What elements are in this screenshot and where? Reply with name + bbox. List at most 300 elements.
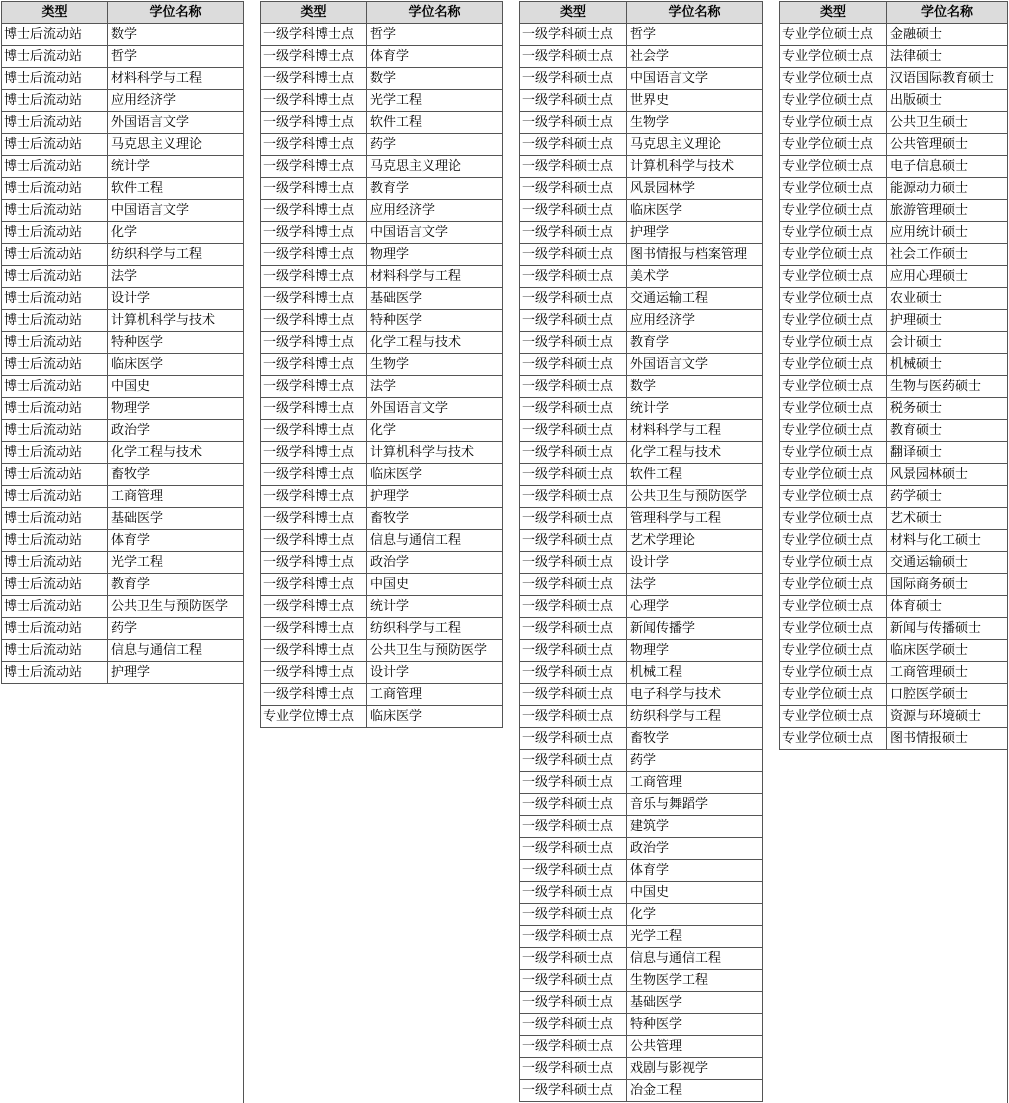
table-row	[520, 970, 763, 992]
degree-name-cell: 纺织科学与工程	[627, 706, 763, 728]
degree-name-cell: 信息与通信工程	[108, 640, 244, 662]
table-row	[780, 530, 1008, 552]
table-row	[2, 68, 244, 90]
table-row	[780, 420, 1008, 442]
type-cell: 博士后流动站	[2, 640, 108, 662]
table-row	[2, 24, 244, 46]
degree-name-cell: 药学	[627, 750, 763, 772]
type-cell: 一级学科硕士点	[520, 376, 627, 398]
type-cell: 专业学位硕士点	[780, 24, 887, 46]
type-cell: 一级学科博士点	[261, 662, 367, 684]
degree-name-cell: 能源动力硕士	[887, 178, 1008, 200]
table-row	[2, 398, 244, 420]
type-cell: 博士后流动站	[2, 90, 108, 112]
degree-name-cell: 化学工程与技术	[367, 332, 503, 354]
degree-name-cell: 交通运输硕士	[887, 552, 1008, 574]
degree-name-cell: 临床医学	[367, 706, 503, 728]
table-row	[520, 134, 763, 156]
degree-name-cell: 世界史	[627, 90, 763, 112]
degree-name-cell: 软件工程	[627, 464, 763, 486]
table-row	[261, 662, 503, 684]
type-cell: 一级学科硕士点	[520, 552, 627, 574]
table-row	[780, 662, 1008, 684]
type-cell: 一级学科博士点	[261, 112, 367, 134]
header-degree-name: 学位名称	[367, 2, 503, 24]
type-cell: 专业学位硕士点	[780, 728, 887, 750]
table-row	[520, 1036, 763, 1058]
degree-name-cell: 计算机科学与技术	[108, 310, 244, 332]
degree-name-cell: 生物学	[367, 354, 503, 376]
degree-name-cell: 信息与通信工程	[367, 530, 503, 552]
table-row	[520, 794, 763, 816]
table-row	[2, 112, 244, 134]
type-cell: 博士后流动站	[2, 288, 108, 310]
table-row	[2, 354, 244, 376]
type-cell: 一级学科博士点	[261, 684, 367, 706]
degree-name-cell: 工商管理	[367, 684, 503, 706]
degree-name-cell: 设计学	[367, 662, 503, 684]
type-cell: 专业学位硕士点	[780, 112, 887, 134]
type-cell: 一级学科博士点	[261, 640, 367, 662]
type-cell: 一级学科硕士点	[520, 926, 627, 948]
type-cell: 博士后流动站	[2, 354, 108, 376]
type-cell: 博士后流动站	[2, 398, 108, 420]
degree-name-cell: 金融硕士	[887, 24, 1008, 46]
type-cell: 博士后流动站	[2, 530, 108, 552]
type-cell: 一级学科硕士点	[520, 112, 627, 134]
degree-name-cell: 基础医学	[367, 288, 503, 310]
type-cell: 一级学科博士点	[261, 618, 367, 640]
degree-name-cell: 体育学	[627, 860, 763, 882]
type-cell: 专业学位硕士点	[780, 244, 887, 266]
type-cell: 专业学位硕士点	[780, 266, 887, 288]
table-row	[780, 332, 1008, 354]
type-cell: 专业学位硕士点	[780, 706, 887, 728]
type-cell: 一级学科硕士点	[520, 332, 627, 354]
degree-name-cell: 哲学	[108, 46, 244, 68]
degree-name-cell: 机械硕士	[887, 354, 1008, 376]
type-cell: 博士后流动站	[2, 112, 108, 134]
table-row	[780, 200, 1008, 222]
type-cell: 一级学科硕士点	[520, 992, 627, 1014]
table-row	[520, 860, 763, 882]
degree-name-cell: 中国语言文学	[627, 68, 763, 90]
type-cell: 一级学科硕士点	[520, 1080, 627, 1102]
table-row	[520, 772, 763, 794]
table-row	[520, 882, 763, 904]
table-row	[780, 266, 1008, 288]
header-degree-name: 学位名称	[108, 2, 244, 24]
table-row	[2, 442, 244, 464]
table-row	[780, 640, 1008, 662]
degree-name-cell: 音乐与舞蹈学	[627, 794, 763, 816]
degree-name-cell: 畜牧学	[108, 464, 244, 486]
type-cell: 一级学科博士点	[261, 222, 367, 244]
table-row	[780, 596, 1008, 618]
type-cell: 一级学科博士点	[261, 288, 367, 310]
degree-name-cell: 旅游管理硕士	[887, 200, 1008, 222]
degree-name-cell: 数学	[108, 24, 244, 46]
type-cell: 一级学科博士点	[261, 442, 367, 464]
professional-master-table	[779, 1, 1008, 750]
degree-name-cell: 临床医学	[108, 354, 244, 376]
table-row	[261, 222, 503, 244]
degree-name-cell: 体育学	[367, 46, 503, 68]
type-cell: 一级学科博士点	[261, 24, 367, 46]
table-row	[780, 112, 1008, 134]
table-row	[261, 486, 503, 508]
table-row	[520, 244, 763, 266]
degree-name-cell: 化学	[627, 904, 763, 926]
degree-name-cell: 计算机科学与技术	[627, 156, 763, 178]
degree-name-cell: 电子信息硕士	[887, 156, 1008, 178]
type-cell: 专业学位硕士点	[780, 640, 887, 662]
table-row	[780, 442, 1008, 464]
table-row	[261, 574, 503, 596]
degree-name-cell: 纺织科学与工程	[108, 244, 244, 266]
degree-name-cell: 计算机科学与技术	[367, 442, 503, 464]
table-row	[520, 24, 763, 46]
type-cell: 博士后流动站	[2, 662, 108, 684]
degree-name-cell: 教育硕士	[887, 420, 1008, 442]
type-cell: 博士后流动站	[2, 574, 108, 596]
postdoc-station-table	[1, 1, 244, 684]
type-cell: 一级学科硕士点	[520, 882, 627, 904]
type-cell: 一级学科硕士点	[520, 640, 627, 662]
type-cell: 一级学科博士点	[261, 508, 367, 530]
degree-name-cell: 图书情报硕士	[887, 728, 1008, 750]
table-row	[780, 552, 1008, 574]
table-row	[2, 222, 244, 244]
type-cell: 一级学科博士点	[261, 90, 367, 112]
type-cell: 专业学位硕士点	[780, 420, 887, 442]
degree-name-cell: 法学	[367, 376, 503, 398]
header-row	[780, 2, 1008, 24]
table-row	[2, 288, 244, 310]
degree-name-cell: 统计学	[627, 398, 763, 420]
type-cell: 一级学科博士点	[261, 134, 367, 156]
type-cell: 博士后流动站	[2, 68, 108, 90]
table-row	[520, 464, 763, 486]
type-cell: 一级学科博士点	[261, 200, 367, 222]
degree-name-cell: 工商管理	[627, 772, 763, 794]
degree-name-cell: 新闻传播学	[627, 618, 763, 640]
table-row	[261, 68, 503, 90]
degree-name-cell: 工商管理硕士	[887, 662, 1008, 684]
table-row	[780, 46, 1008, 68]
degree-name-cell: 特种医学	[108, 332, 244, 354]
type-cell: 专业学位硕士点	[780, 288, 887, 310]
degree-name-cell: 出版硕士	[887, 90, 1008, 112]
type-cell: 一级学科硕士点	[520, 46, 627, 68]
degree-name-cell: 电子科学与技术	[627, 684, 763, 706]
table-row	[2, 310, 244, 332]
type-cell: 博士后流动站	[2, 244, 108, 266]
table-row	[780, 156, 1008, 178]
degree-name-cell: 税务硕士	[887, 398, 1008, 420]
degree-name-cell: 汉语国际教育硕士	[887, 68, 1008, 90]
table-row	[780, 178, 1008, 200]
degree-name-cell: 外国语言文学	[627, 354, 763, 376]
degree-name-cell: 材料科学与工程	[108, 68, 244, 90]
degree-name-cell: 工商管理	[108, 486, 244, 508]
degree-name-cell: 风景园林学	[627, 178, 763, 200]
type-cell: 一级学科博士点	[261, 530, 367, 552]
type-cell: 一级学科硕士点	[520, 816, 627, 838]
degree-name-cell: 机械工程	[627, 662, 763, 684]
type-cell: 一级学科硕士点	[520, 860, 627, 882]
table-row	[2, 266, 244, 288]
type-cell: 专业学位硕士点	[780, 530, 887, 552]
type-cell: 博士后流动站	[2, 46, 108, 68]
table-row	[2, 618, 244, 640]
table-row	[520, 552, 763, 574]
degree-name-cell: 冶金工程	[627, 1080, 763, 1102]
table-row	[2, 244, 244, 266]
table-row	[780, 310, 1008, 332]
type-cell: 专业学位硕士点	[780, 508, 887, 530]
table-row	[520, 662, 763, 684]
table-row	[780, 222, 1008, 244]
type-cell: 一级学科博士点	[261, 178, 367, 200]
degree-name-cell: 法律硕士	[887, 46, 1008, 68]
degree-name-cell: 基础医学	[108, 508, 244, 530]
type-cell: 专业学位硕士点	[780, 464, 887, 486]
table-row	[520, 948, 763, 970]
table-row	[520, 904, 763, 926]
degree-name-cell: 畜牧学	[367, 508, 503, 530]
degree-name-cell: 社会工作硕士	[887, 244, 1008, 266]
header-type: 类型	[780, 2, 887, 24]
type-cell: 专业学位硕士点	[780, 90, 887, 112]
type-cell: 博士后流动站	[2, 464, 108, 486]
type-cell: 专业学位硕士点	[780, 596, 887, 618]
type-cell: 一级学科硕士点	[520, 750, 627, 772]
table-row	[520, 640, 763, 662]
table-row	[261, 354, 503, 376]
type-cell: 一级学科硕士点	[520, 970, 627, 992]
degree-name-cell: 马克思主义理论	[627, 134, 763, 156]
type-cell: 博士后流动站	[2, 618, 108, 640]
degree-name-cell: 临床医学硕士	[887, 640, 1008, 662]
degree-name-cell: 马克思主义理论	[367, 156, 503, 178]
header-row	[2, 2, 244, 24]
degree-name-cell: 物理学	[627, 640, 763, 662]
degree-name-cell: 戏剧与影视学	[627, 1058, 763, 1080]
table-row	[261, 508, 503, 530]
type-cell: 博士后流动站	[2, 178, 108, 200]
header-type: 类型	[2, 2, 108, 24]
degree-name-cell: 政治学	[108, 420, 244, 442]
degree-name-cell: 特种医学	[367, 310, 503, 332]
type-cell: 专业学位硕士点	[780, 442, 887, 464]
degree-name-cell: 中国史	[367, 574, 503, 596]
degree-name-cell: 社会学	[627, 46, 763, 68]
degree-name-cell: 风景园林硕士	[887, 464, 1008, 486]
table-row	[520, 992, 763, 1014]
table-row	[520, 706, 763, 728]
table-row	[780, 574, 1008, 596]
type-cell: 专业学位硕士点	[780, 332, 887, 354]
degree-name-cell: 艺术硕士	[887, 508, 1008, 530]
type-cell: 一级学科硕士点	[520, 222, 627, 244]
degree-name-cell: 光学工程	[367, 90, 503, 112]
table-row	[520, 1058, 763, 1080]
degree-name-cell: 中国史	[627, 882, 763, 904]
degree-name-cell: 政治学	[367, 552, 503, 574]
table-row	[261, 310, 503, 332]
degree-name-cell: 外国语言文学	[108, 112, 244, 134]
table-row	[261, 112, 503, 134]
table-row	[520, 68, 763, 90]
table-row	[261, 420, 503, 442]
type-cell: 专业学位硕士点	[780, 618, 887, 640]
table-row	[520, 288, 763, 310]
type-cell: 一级学科硕士点	[520, 706, 627, 728]
master-program-table	[519, 1, 763, 1102]
degree-name-cell: 中国语言文学	[367, 222, 503, 244]
header-type: 类型	[520, 2, 627, 24]
header-degree-name: 学位名称	[627, 2, 763, 24]
table-row	[520, 530, 763, 552]
degree-name-cell: 公共卫生与预防医学	[367, 640, 503, 662]
degree-name-cell: 护理学	[367, 486, 503, 508]
doctoral-program-table	[260, 1, 503, 728]
type-cell: 博士后流动站	[2, 442, 108, 464]
degree-name-cell: 化学工程与技术	[108, 442, 244, 464]
type-cell: 一级学科硕士点	[520, 728, 627, 750]
table-row	[261, 464, 503, 486]
table-row	[261, 178, 503, 200]
table-row	[520, 728, 763, 750]
degree-name-cell: 软件工程	[367, 112, 503, 134]
table-row	[2, 530, 244, 552]
degree-name-cell: 应用经济学	[367, 200, 503, 222]
type-cell: 专业学位硕士点	[780, 310, 887, 332]
type-cell: 一级学科硕士点	[520, 24, 627, 46]
type-cell: 一级学科硕士点	[520, 948, 627, 970]
type-cell: 一级学科硕士点	[520, 310, 627, 332]
type-cell: 一级学科硕士点	[520, 68, 627, 90]
degree-name-cell: 管理科学与工程	[627, 508, 763, 530]
degree-name-cell: 护理学	[627, 222, 763, 244]
table-row	[520, 178, 763, 200]
table-row	[780, 68, 1008, 90]
table-row	[261, 134, 503, 156]
type-cell: 专业学位硕士点	[780, 552, 887, 574]
table-row	[520, 90, 763, 112]
table-row	[780, 618, 1008, 640]
table-row	[780, 508, 1008, 530]
type-cell: 一级学科硕士点	[520, 904, 627, 926]
table-row	[520, 112, 763, 134]
header-type: 类型	[261, 2, 367, 24]
degree-name-cell: 信息与通信工程	[627, 948, 763, 970]
degree-name-cell: 哲学	[627, 24, 763, 46]
type-cell: 一级学科硕士点	[520, 420, 627, 442]
degree-name-cell: 药学	[108, 618, 244, 640]
degree-name-cell: 材料与化工硕士	[887, 530, 1008, 552]
type-cell: 专业学位硕士点	[780, 354, 887, 376]
type-cell: 一级学科博士点	[261, 46, 367, 68]
table-row	[780, 24, 1008, 46]
table-row	[2, 640, 244, 662]
table-row	[520, 596, 763, 618]
type-cell: 专业学位硕士点	[780, 376, 887, 398]
degree-name-cell: 公共卫生硕士	[887, 112, 1008, 134]
degree-name-cell: 生物与医药硕士	[887, 376, 1008, 398]
table-row	[2, 574, 244, 596]
degree-name-cell: 应用经济学	[108, 90, 244, 112]
table-row	[261, 266, 503, 288]
table-row	[520, 574, 763, 596]
degree-name-cell: 生物医学工程	[627, 970, 763, 992]
table-row	[2, 486, 244, 508]
degree-name-cell: 化学工程与技术	[627, 442, 763, 464]
type-cell: 一级学科博士点	[261, 266, 367, 288]
table-row	[261, 332, 503, 354]
table-row	[2, 90, 244, 112]
degree-name-cell: 临床医学	[367, 464, 503, 486]
degree-name-cell: 心理学	[627, 596, 763, 618]
table-row	[261, 46, 503, 68]
type-cell: 博士后流动站	[2, 596, 108, 618]
table-row	[520, 156, 763, 178]
type-cell: 一级学科硕士点	[520, 1014, 627, 1036]
type-cell: 一级学科硕士点	[520, 156, 627, 178]
table-row	[261, 684, 503, 706]
header-row	[261, 2, 503, 24]
degree-name-cell: 统计学	[108, 156, 244, 178]
type-cell: 专业学位硕士点	[780, 222, 887, 244]
degree-name-cell: 国际商务硕士	[887, 574, 1008, 596]
table-row	[520, 816, 763, 838]
type-cell: 专业学位硕士点	[780, 398, 887, 420]
type-cell: 一级学科硕士点	[520, 486, 627, 508]
degree-name-cell: 护理学	[108, 662, 244, 684]
degree-name-cell: 药学硕士	[887, 486, 1008, 508]
type-cell: 一级学科硕士点	[520, 442, 627, 464]
degree-name-cell: 美术学	[627, 266, 763, 288]
table-row	[261, 376, 503, 398]
degree-name-cell: 材料科学与工程	[367, 266, 503, 288]
degree-name-cell: 物理学	[367, 244, 503, 266]
table-row	[780, 684, 1008, 706]
degree-name-cell: 纺织科学与工程	[367, 618, 503, 640]
degree-name-cell: 体育学	[108, 530, 244, 552]
degree-name-cell: 中国语言文学	[108, 200, 244, 222]
table-row	[2, 508, 244, 530]
degree-name-cell: 教育学	[367, 178, 503, 200]
degree-name-cell: 教育学	[108, 574, 244, 596]
type-cell: 一级学科博士点	[261, 398, 367, 420]
type-cell: 专业学位硕士点	[780, 178, 887, 200]
degree-name-cell: 药学	[367, 134, 503, 156]
table-row	[261, 244, 503, 266]
table-row	[2, 156, 244, 178]
degree-name-cell: 光学工程	[108, 552, 244, 574]
type-cell: 专业学位硕士点	[780, 200, 887, 222]
table-row	[520, 1080, 763, 1102]
table-row	[520, 926, 763, 948]
type-cell: 专业学位硕士点	[780, 46, 887, 68]
table-row	[520, 1014, 763, 1036]
table-row	[520, 222, 763, 244]
type-cell: 一级学科博士点	[261, 420, 367, 442]
degree-name-cell: 资源与环境硕士	[887, 706, 1008, 728]
type-cell: 一级学科硕士点	[520, 596, 627, 618]
table-row	[2, 200, 244, 222]
